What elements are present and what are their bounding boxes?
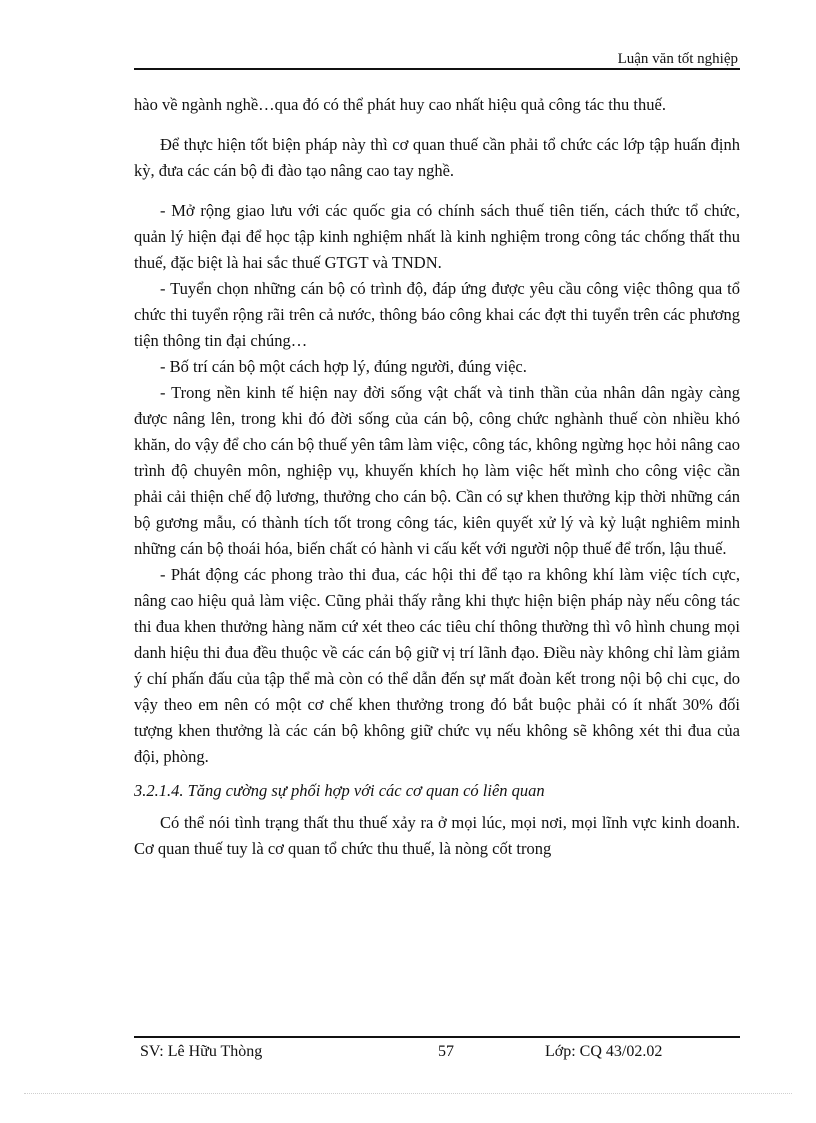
header-title: Luận văn tốt nghiệp (617, 51, 738, 67)
section-subheading: 3.2.1.4. Tăng cường sự phối hợp với các cơ quan có liên quan (134, 781, 545, 800)
header-divider (134, 68, 740, 70)
paragraph-salary-reward: - Trong nền kinh tế hiện nay đời sống vật chất và tinh thần của nhân dân ngày càng được nâng lên, trong khi đó đời sống của cán bộ, công chức nghành thuế còn nhiều khó khăn, do vậy để cho cán bộ thuế yên tâm làm việc, công tác, không ngừng học hỏi nâng cao trình độ chuyên môn, nghiệp vụ, khuyến khích họ làm việc hết mình cho công việc cần phải cải thiện chế độ lương, thưởng cho cán bộ. Cần có sự khen thưởng kịp thời những cán bộ gương mẫu, có thành tích tốt trong công tác, kiên quyết xử lý và kỷ luật nghiêm minh những cán bộ thoái hóa, biến chất có hành vi cấu kết với người nộp thuế để trốn, lậu thuế. (134, 383, 740, 558)
footer-page-number: 57 (438, 1043, 454, 1060)
paragraph-international-exchange: - Mở rộng giao lưu với các quốc gia có chính sách thuế tiên tiến, cách thức tổ chức, quản lý hiện đại để học tập kinh nghiệm nhất là kinh nghiệm trong công tác chống thất thu thuế, đặc biệt là hai sắc thuế GTGT và TNDN. (134, 201, 740, 272)
paragraph-recruitment: - Tuyển chọn những cán bộ có trình độ, đáp ứng được yêu cầu công việc thông qua tổ chức thi tuyển rộng rãi trên cả nước, thông báo công khai các đợt thi tuyển trên các phương tiện thông tin đại chúng… (134, 279, 740, 350)
footer-divider (134, 1036, 740, 1038)
page-body (134, 92, 740, 862)
footer-student-name: SV: Lê Hữu Thòng (140, 1043, 263, 1060)
paragraph-staff-arrangement: - Bố trí cán bộ một cách hợp lý, đúng người, đúng việc. (160, 357, 527, 376)
paragraph-emulation: - Phát động các phong trào thi đua, các hội thi để tạo ra không khí làm việc tích cực, nâng cao hiệu quả làm việc. Cũng phải thấy rằng khi thực hiện biện pháp này nếu công tác thi đua khen thưởng hàng năm cứ xét theo các tiêu chí thông thường thì vô hình chung mọi danh hiệu thi đua đều thuộc về các cán bộ giữ vị trí lãnh đạo. Điều này không chỉ làm giảm ý chí phấn đấu của tập thể mà còn có thể dẫn đến sự mất đoàn kết trong nội bộ chi cục, do vậy theo em nên có một cơ chế khen thưởng trong đó bắt buộc phải có ít nhất 30% đối tượng khen thưởng là các cán bộ không giữ chức vụ nếu không sẽ không xét thi đua của đội, phòng. (134, 565, 740, 766)
footer-class: Lớp: CQ 43/02.02 (545, 1043, 663, 1060)
page-bottom-edge (24, 1093, 792, 1094)
paragraph-training: Để thực hiện tốt biện pháp này thì cơ quan thuế cần phải tổ chức các lớp tập huấn định kỳ, đưa các cán bộ đi đào tạo nâng cao tay nghề. (134, 135, 740, 180)
paragraph-continuation: hào về ngành nghề…qua đó có thể phát huy cao nhất hiệu quả công tác thu thuế. (134, 95, 666, 114)
paragraph-tax-loss: Có thể nói tình trạng thất thu thuế xảy ra ở mọi lúc, mọi nơi, mọi lĩnh vực kinh doanh. Cơ quan thuế tuy là cơ quan tổ chức thu thuế, là nòng cốt trong (134, 813, 740, 858)
